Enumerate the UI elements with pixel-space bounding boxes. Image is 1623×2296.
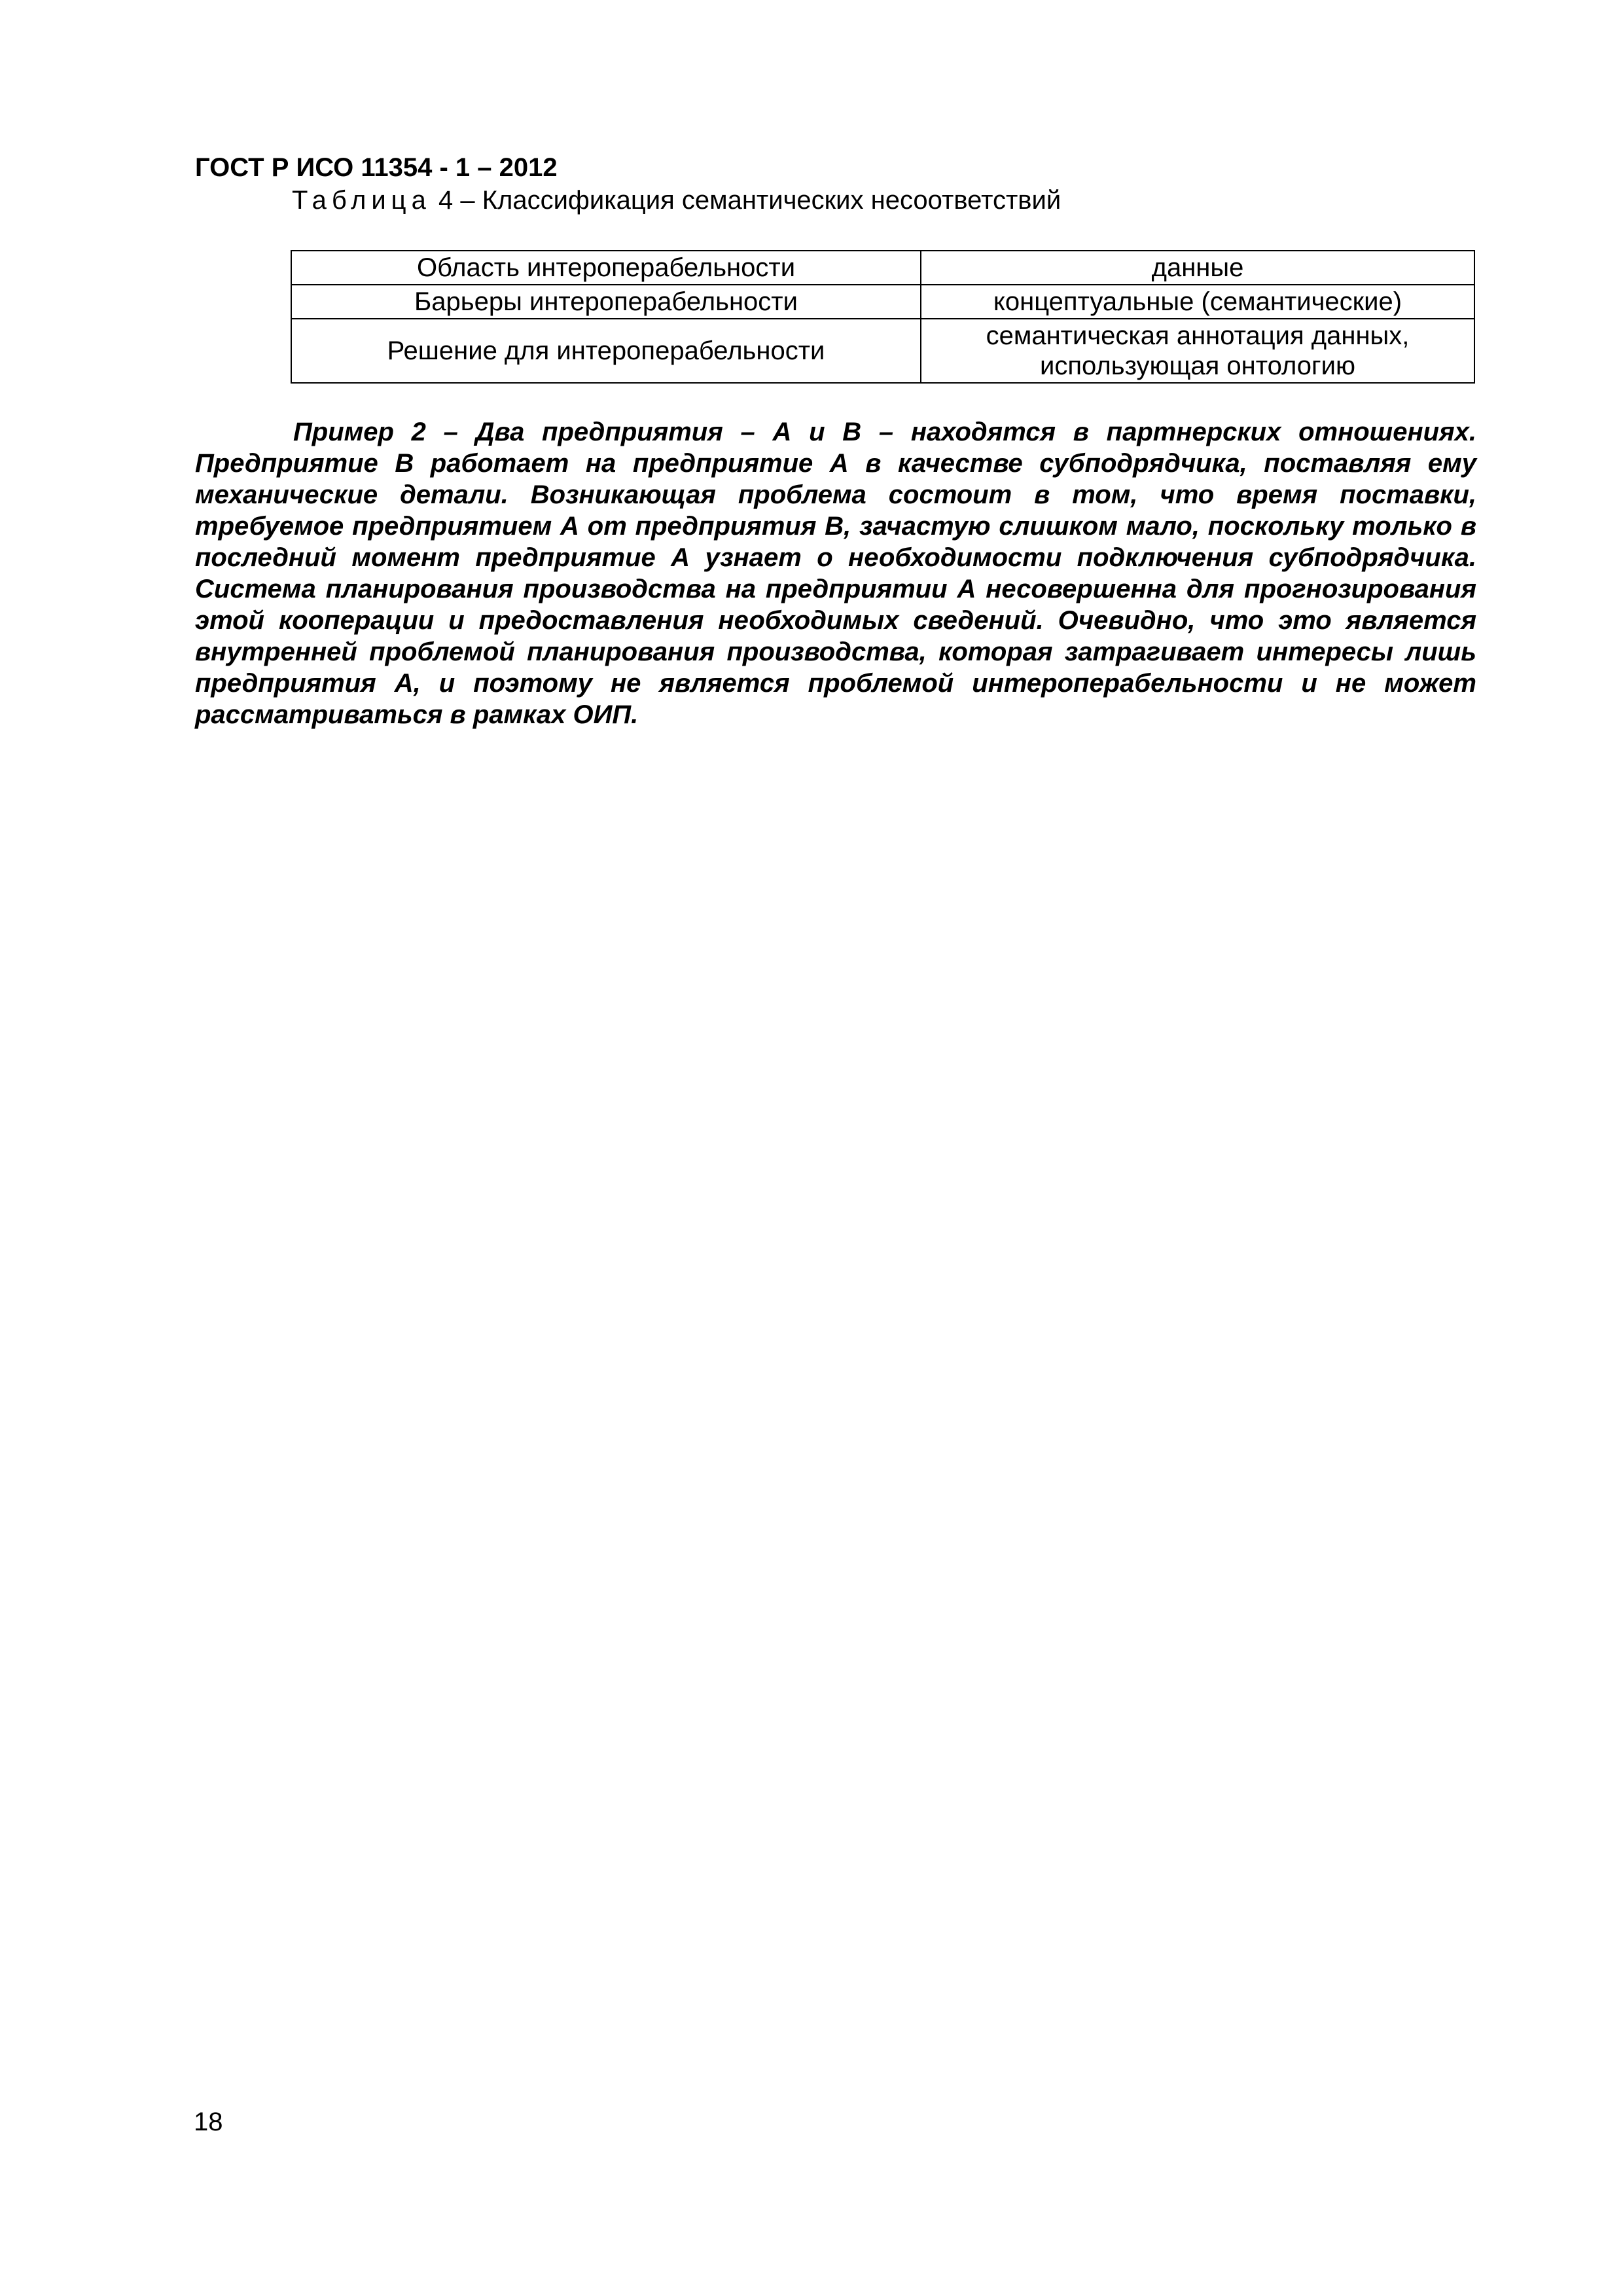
table-row	[291, 251, 1474, 285]
table-cell-value-line: использующая онтологию	[1040, 351, 1355, 380]
table-cell-label: Барьеры интероперабельности	[291, 285, 921, 319]
table-cell-value: концептуальные (семантические)	[921, 285, 1474, 319]
table-caption	[292, 185, 1061, 216]
table-cell-value-line: семантическая аннотация данных,	[986, 321, 1410, 350]
table-caption-label: Таблица	[292, 186, 431, 215]
example-paragraph: Пример 2 – Два предприятия – А и В – находятся в партнерских отношениях. Предприятие В работает на предприятие А в качестве субподрядчика, поставляя ему механические детали. Возникающая проблема состоит в том, что время поставки, требуемое предприятием А от предприятия В, зачастую слишком мало, поскольку только в последний момент предприятие А узнает о необходимости подключения субподрядчика. Система планирования производства на предприятии А несовершенна для прогнозирования этой кооперации и предоставления необходимых сведений. Очевидно, что это является внутренней проблемой планирования производства, которая затрагивает интересы лишь предприятия А, и поэтому не является проблемой интероперабельности и не может рассматриваться в рамках ОИП.	[195, 418, 1476, 729]
table-cell-label: Решение для интероперабельности	[291, 319, 921, 383]
table-caption-title: – Классификация семантических несоответствий	[460, 186, 1061, 215]
table-row	[291, 319, 1474, 383]
table-cell-label: Область интероперабельности	[291, 251, 921, 285]
table-cell-value	[921, 319, 1474, 383]
table-cell-value: данные	[921, 251, 1474, 285]
document-header: ГОСТ Р ИСО 11354 - 1 – 2012	[195, 153, 558, 182]
classification-table	[291, 250, 1475, 384]
table-caption-number: 4	[438, 186, 454, 215]
table-row	[291, 285, 1474, 319]
page-number: 18	[194, 2108, 223, 2136]
